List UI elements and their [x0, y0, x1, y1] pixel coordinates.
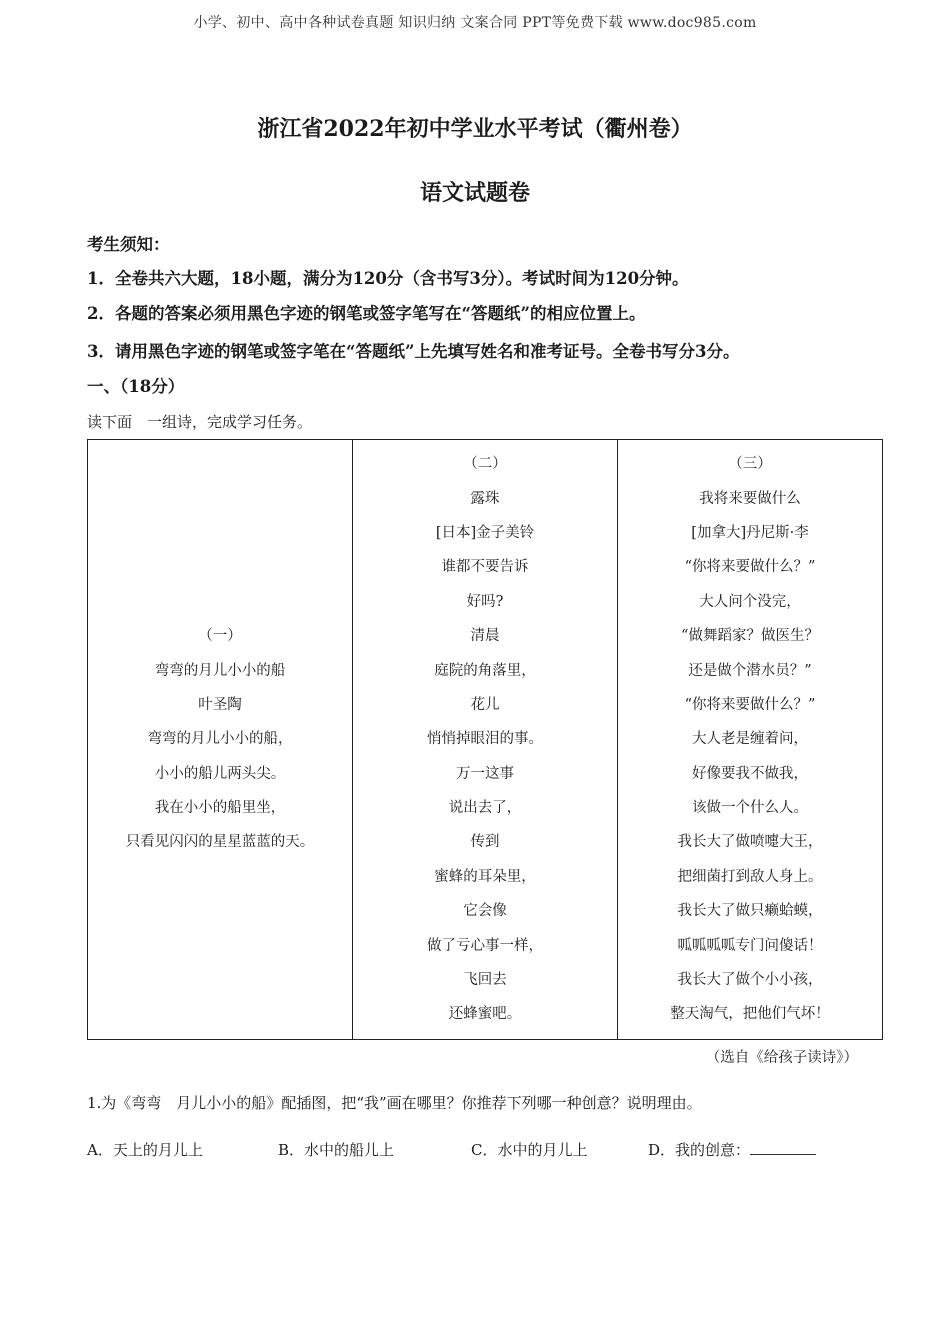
exam-subtitle: 语文试题卷 — [419, 180, 530, 206]
poem-line: 该做一个什么人。 — [692, 800, 808, 817]
poem-line: （二） — [463, 456, 507, 473]
poem-line: “你将来要做什么？” — [684, 696, 816, 713]
poem-line: 谁都不要告诉 — [441, 559, 529, 576]
poem-column-3 — [618, 440, 883, 1040]
poem-line: 我长大了做个小小孩， — [677, 972, 823, 989]
poem-line: 悄悄掉眼泪的事。 — [427, 731, 543, 748]
notice-heading: 考生须知： — [87, 235, 170, 254]
poem-line: 大人老是缠着问， — [692, 731, 808, 748]
poem-line: 我长大了做只癞蛤蟆， — [677, 903, 823, 920]
poem-line: 花儿 — [470, 696, 500, 713]
poem-line: 还是做个潜水员？” — [688, 662, 812, 679]
notice-item-2: 2．各题的答案必须用黑色字迹的钢笔或签字笔写在“答题纸”的相应位置上。 — [87, 304, 646, 323]
poem-line: （一） — [198, 628, 242, 645]
poem-line: 弯弯的月儿小小的船， — [147, 731, 293, 748]
site-header: 小学、初中、高中各种试卷真题 知识归纳 文案合同 PPT等免费下载 www.doc985.com — [193, 15, 757, 31]
notice-item-3: 3．请用黑色字迹的钢笔或签字笔在“答题纸”上先填写姓名和准考证号。全卷书写分3分。 — [87, 342, 740, 361]
poem-line: 它会像 — [463, 903, 507, 920]
poem-column-1 — [88, 440, 353, 1040]
option-d — [648, 1139, 816, 1160]
poem-line: 把细菌打到敌人身上。 — [677, 868, 823, 885]
poem-line: [加拿大]丹尼斯·李 — [691, 524, 809, 541]
poem-line: 露珠 — [470, 490, 500, 507]
poem-line: 还蜂蜜吧。 — [448, 1006, 522, 1023]
poem-line: 万一这事 — [456, 765, 514, 782]
poem-line: （三） — [728, 456, 772, 473]
poem-line: 只看见闪闪的星星蓝蓝的天。 — [125, 834, 315, 851]
answer-blank[interactable] — [750, 1140, 816, 1155]
notice-item-1: 1．全卷共六大题，18小题，满分为120分（含书写3分）。考试时间为120分钟。 — [87, 269, 689, 288]
option-c: C．水中的月儿上 — [471, 1141, 588, 1159]
poem-line: 好吗? — [466, 593, 504, 610]
instruction-text: 读下面 一组诗，完成学习任务。 — [87, 413, 313, 431]
poem-line: 庭院的角落里， — [434, 662, 536, 679]
poem-line: “做舞蹈家？做医生？ — [681, 628, 819, 645]
poem-column-2 — [353, 440, 618, 1040]
poem-line: 好像要我不做我， — [692, 765, 808, 782]
poem-line: 呱呱呱呱专门问傻话！ — [677, 937, 823, 954]
option-a: A．天上的月儿上 — [87, 1141, 203, 1159]
poem-line: 做了亏心事一样， — [427, 937, 543, 954]
poem-line: 我长大了做喷嚏大王， — [677, 834, 823, 851]
poem-line: 说出去了， — [448, 800, 522, 817]
poem-line: 小小的船儿两头尖。 — [154, 765, 286, 782]
poem-line: 飞回去 — [463, 972, 507, 989]
poem-line: 叶圣陶 — [198, 696, 242, 713]
exam-title: 浙江省2022年初中学业水平考试（衢州卷） — [257, 116, 693, 142]
section-heading: 一、（18分） — [87, 377, 185, 396]
poem-line: 我将来要做什么 — [699, 490, 801, 507]
poem-line: 清晨 — [470, 628, 500, 645]
poem-line: 整天淘气，把他们气坏！ — [670, 1006, 830, 1023]
poem-line: 我在小小的船里坐， — [154, 800, 286, 817]
poem-line: [日本]金子美铃 — [435, 524, 535, 541]
poem-line: 大人问个没完， — [699, 593, 801, 610]
option-d-label: D．我的创意： — [648, 1141, 751, 1159]
poem-line: 传到 — [470, 834, 500, 851]
question-1: 1.为《弯弯 月儿小小的船》配插图，把“我”画在哪里？你推荐下列哪一种创意？说明理由。 — [87, 1094, 702, 1112]
poem-line: 蜜蜂的耳朵里， — [434, 868, 536, 885]
option-b: B．水中的船儿上 — [278, 1141, 395, 1159]
poem-line: “你将来要做什么？” — [684, 559, 816, 576]
poem-table — [87, 439, 883, 1040]
poem-line: 弯弯的月儿小小的船 — [154, 662, 286, 679]
poem-source: （选自《给孩子读诗》） — [705, 1050, 858, 1066]
